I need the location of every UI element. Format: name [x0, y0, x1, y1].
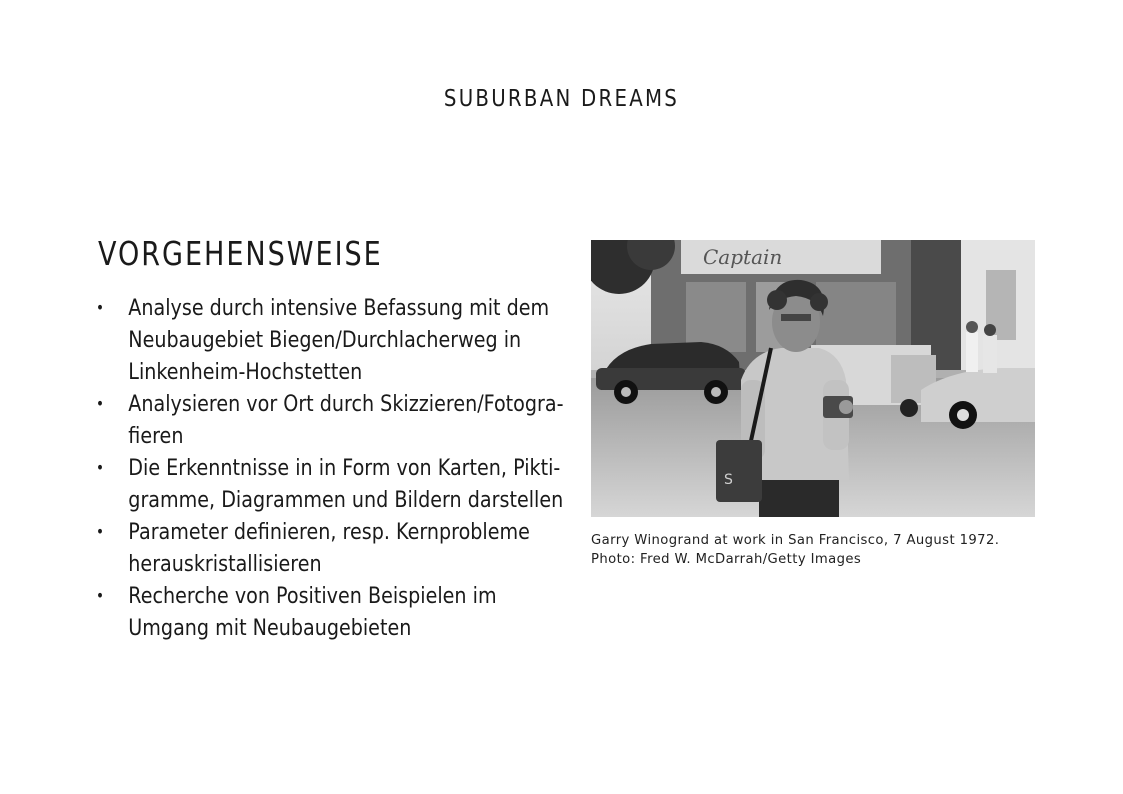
page-header: SUBURBAN DREAMS: [443, 86, 680, 112]
caption-line-2: Photo: Fred W. McDarrah/Getty Images: [591, 552, 862, 567]
bullet-item-4: [96, 516, 570, 580]
bullet-icon: •: [96, 522, 105, 541]
pedestrian: [966, 332, 978, 372]
bullet-5-line-2: Umgang mit Neubaugebieten: [128, 615, 412, 641]
bullet-icon: •: [96, 458, 105, 477]
bullet-item-3: [96, 452, 570, 516]
shoulder-bag: [716, 440, 762, 502]
bullet-3-line-1: Die Erkenntnisse in in Form von Karten, Pikti-: [128, 455, 561, 481]
store-sign-text: Captain: [703, 245, 783, 269]
bullet-2-line-1: Analysieren vor Ort durch Skizzieren/Fotogra-: [128, 391, 564, 417]
bullet-item-5: [96, 580, 570, 644]
bullet-icon: •: [96, 586, 105, 605]
bullet-1-line-3: Linkenheim-Hochstetten: [128, 359, 363, 385]
bullet-3-line-2: gramme, Diagrammen und Bildern darstellen: [128, 487, 564, 513]
street-photo-illustration: [591, 240, 1035, 517]
bullet-list: [96, 292, 616, 644]
bullet-item-2: [96, 388, 570, 452]
bullet-4-line-2: herauskristallisieren: [128, 551, 322, 577]
bullet-4-line-1: Parameter definieren, resp. Kernprobleme: [128, 519, 530, 545]
bullet-icon: •: [96, 394, 105, 413]
street-photo: [591, 240, 1035, 517]
section-title: VORGEHENSWEISE: [98, 234, 383, 273]
caption-line-1: Garry Winogrand at work in San Francisco, 7 August 1972.: [591, 533, 1000, 548]
bullet-5-line-1: Recherche von Positiven Beispielen im: [128, 583, 497, 609]
bag-label: S: [724, 472, 733, 488]
bullet-icon: •: [96, 298, 105, 317]
bullet-item-1: [96, 292, 570, 388]
bullet-1-line-2: Neubaugebiet Biegen/Durchlacherweg in: [128, 327, 522, 353]
bullet-1-line-1: Analyse durch intensive Befassung mit dem: [128, 295, 550, 321]
photo-caption: [591, 531, 999, 569]
bullet-2-line-2: fieren: [128, 423, 184, 449]
